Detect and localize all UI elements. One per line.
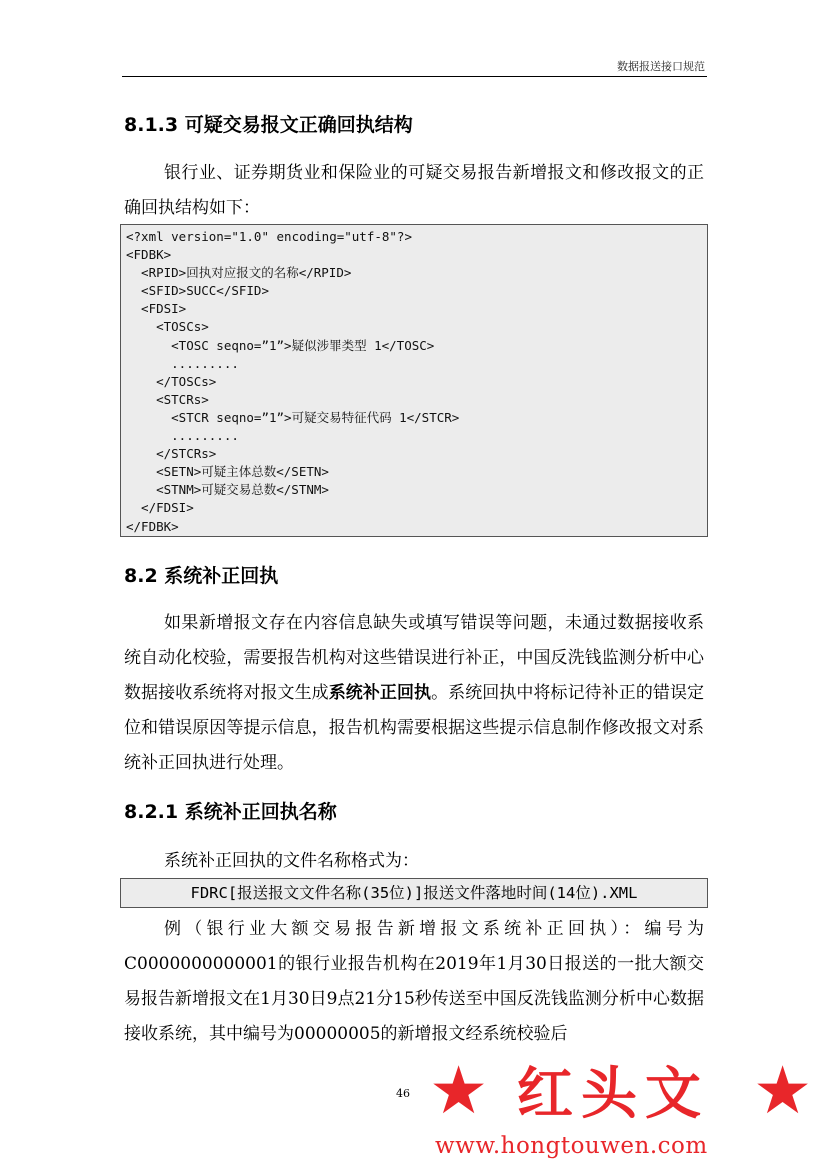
section-8-1-3-intro: 银行业、证券期货业和保险业的可疑交易报告新增报文和修改报文的正确回执结构如下：: [124, 163, 704, 218]
code-line: <SFID>SUCC</SFID>: [126, 283, 269, 299]
code-line: <STNM>可疑交易总数</STNM>: [126, 482, 329, 498]
code-line: <TOSCs>: [126, 319, 209, 335]
code-line: </FDBK>: [126, 518, 179, 534]
code-line: <FDSI>: [126, 301, 187, 317]
code-line: .........: [126, 355, 239, 371]
xml-structure-code-block: [120, 224, 708, 537]
page-header-title: 数据报送接口规范: [617, 60, 705, 73]
star-icon: ★: [753, 1052, 813, 1129]
code-line: </TOSCs>: [126, 373, 217, 389]
example-paragraph: 例（银行业大额交易报告新增报文系统补正回执）：编号为C0000000000001的银行业报告机构在2019年1月30日报送的一批大额交易报告新增报文在1月30日9点21分15秒传送至中国反洗钱监测分析中心数据接收系统，其中编号为00000005的新增报文经系统校验后: [124, 919, 704, 1044]
paragraph-text-continued: 。系统回执中将标记待补正的错误定位和错误原因等提示信息，报告机构需要根据这些提示信息制作修改报文对系统补正回执进行处理。: [124, 683, 705, 773]
code-line: .........: [126, 428, 239, 444]
watermark-stars: [425, 1052, 825, 1135]
code-line: <SETN>可疑主体总数</SETN>: [126, 464, 329, 480]
code-line: <TOSC seqno=”1”>疑似涉罪类型 1</TOSC>: [126, 337, 435, 353]
star-icon: ★: [429, 1052, 489, 1129]
code-line: <RPID>回执对应报文的名称</RPID>: [126, 265, 352, 281]
bold-term: 系统补正回执: [328, 683, 432, 703]
code-line: <?xml version="1.0" encoding="utf-8"?>: [126, 229, 412, 244]
code-line: <STCR seqno=”1”>可疑交易特征代码 1</STCR>: [126, 409, 460, 425]
format-intro: 系统补正回执的文件名称格式为：: [164, 851, 419, 871]
section-8-2-paragraph: [124, 606, 704, 781]
page-number: 46: [396, 1087, 410, 1100]
watermark-logo: [425, 1052, 825, 1167]
section-8-2-heading: 8.2 系统补正回执: [124, 565, 279, 587]
code-line: </FDSI>: [126, 500, 194, 516]
page-header-rule: [122, 76, 707, 77]
section-8-1-3-heading: 8.1.3 可疑交易报文正确回执结构: [124, 114, 413, 136]
code-line: <STCRs>: [126, 391, 209, 407]
code-line: </STCRs>: [126, 446, 217, 462]
watermark-url: www.hongtouwen.com: [435, 1133, 708, 1159]
section-8-2-1-heading: 8.2.1 系统补正回执名称: [124, 801, 337, 823]
watermark-title: 红头文: [517, 1061, 709, 1127]
paragraph-text: 如果新增报文存在内容信息缺失或填写错误等问题，未通过数据接收系统自动化校验，需要报告机构对这些错误进行补正，中国反洗钱监测分析中心数据接收系统将对报文生成: [124, 613, 704, 703]
filename-format-box: FDRC[报送报文文件名称(35位)]报送文件落地时间(14位).XML: [120, 878, 708, 908]
code-line: <FDBK>: [126, 247, 172, 263]
